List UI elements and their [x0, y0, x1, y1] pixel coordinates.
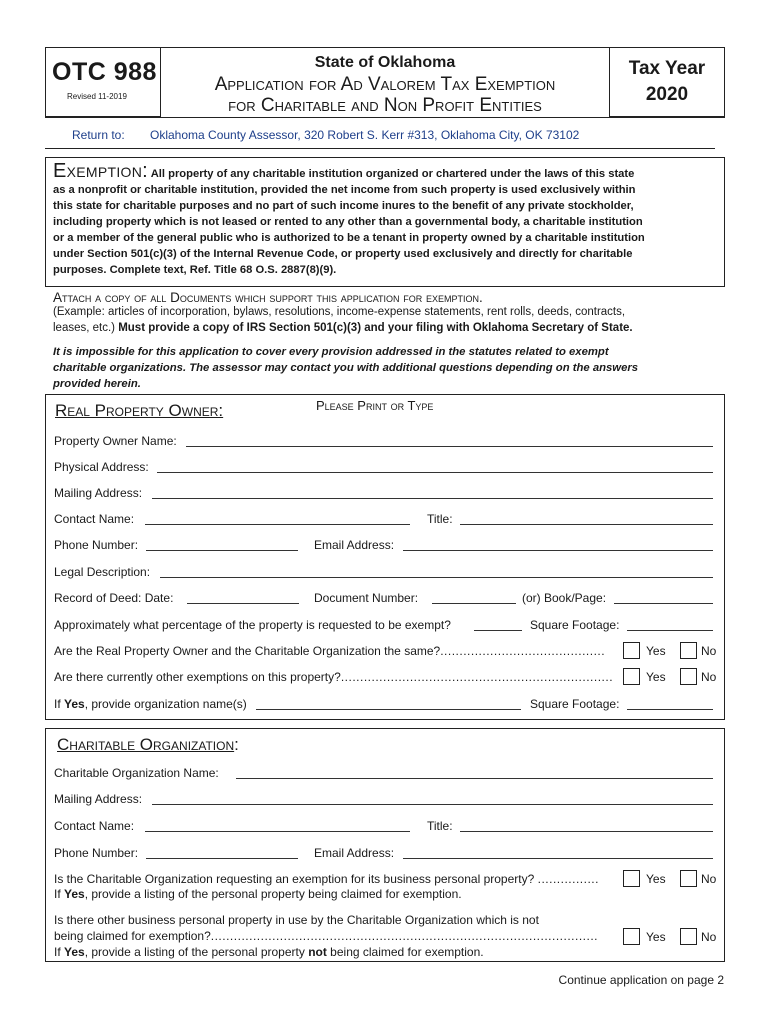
other-bpp-question-line1: Is there other business personal property in use by the Charitable Organization which is not: [54, 913, 539, 927]
exemption-text: [53, 160, 718, 278]
org-names-suffix: , provide organization name(s): [84, 697, 247, 711]
other-bpp-followup-yes: Yes: [64, 945, 85, 959]
org-title-field[interactable]: [460, 831, 713, 832]
charitable-org-title-text: Charitable Organization: [57, 735, 235, 754]
org-names-field[interactable]: [256, 709, 521, 710]
other-bpp-question-line2-text: being claimed for exemption?: [54, 929, 211, 943]
physical-address-label: Physical Address:: [54, 460, 149, 474]
book-page-field[interactable]: [614, 603, 713, 604]
org-name-field[interactable]: [236, 778, 713, 779]
owner-square-footage-field[interactable]: [627, 630, 713, 631]
other-exemptions-yes-label: Yes: [646, 670, 666, 684]
book-page-label: (or) Book/Page:: [522, 591, 607, 605]
percent-exempt-label: Approximately what percentage of the property is requested to be exempt?: [54, 618, 451, 632]
exemption-line2: as a nonprofit or charitable institution, provided the net income from such property is used exclusively within: [53, 184, 636, 196]
notice-line3: provided herein.: [53, 378, 141, 390]
document-number-field[interactable]: [432, 603, 516, 604]
other-exemptions-question-text: Are there currently other exemptions on this property?: [54, 670, 341, 684]
exemption-line4: including property which is not leased or rented to any other than a governmental body, a charitable institution: [53, 216, 643, 228]
bpp-exemption-no-checkbox[interactable]: [680, 870, 697, 887]
revised-date: Revised 11-2019: [67, 92, 127, 101]
header-rule-bottom: [45, 117, 725, 118]
same-owner-dots: ...........................................: [440, 644, 606, 658]
owner-name-field[interactable]: [186, 446, 713, 447]
org-names-prefix: If: [54, 697, 65, 711]
other-bpp-yes-checkbox[interactable]: [623, 928, 640, 945]
return-rule: [45, 148, 715, 149]
org-mailing-address-field[interactable]: [152, 804, 713, 805]
legal-description-label: Legal Description:: [54, 565, 151, 579]
same-owner-yes-label: Yes: [646, 644, 666, 658]
org-email-label: Email Address:: [314, 846, 395, 860]
attach-heading: Attach a copy of all Documents which support this application for exemption.: [53, 290, 483, 305]
other-exemptions-no-checkbox[interactable]: [680, 668, 697, 685]
charitable-org-title-colon: :: [234, 735, 239, 754]
owner-name-label: Property Owner Name:: [54, 434, 177, 448]
tax-year-label: Tax Year: [628, 58, 706, 79]
other-exemptions-no-label: No: [701, 670, 717, 684]
bpp-followup-prefix: If: [54, 887, 65, 901]
return-to-label: Return to:: [72, 128, 125, 142]
print-note: Please Print or Type: [316, 398, 434, 413]
deed-date-field[interactable]: [187, 603, 299, 604]
same-owner-no-label: No: [701, 644, 717, 658]
attach-line2-bold: Must provide a copy of IRS Section 501(c)(3) and your filing with Oklahoma Secretary of State.: [118, 322, 633, 334]
same-owner-no-checkbox[interactable]: [680, 642, 697, 659]
other-exemptions-dots: .......................................................................: [340, 670, 614, 684]
exemption-heading: Exemption:: [53, 160, 149, 182]
continue-note: Continue application on page 2: [558, 973, 724, 987]
other-bpp-followup-suffix: being claimed for exemption.: [326, 945, 484, 959]
other-bpp-no-label: No: [701, 930, 717, 944]
tax-year-value: 2020: [645, 84, 689, 105]
other-bpp-no-checkbox[interactable]: [680, 928, 697, 945]
org-contact-name-field[interactable]: [145, 831, 410, 832]
bpp-exemption-yes-label: Yes: [646, 872, 666, 886]
attach-line2-plain: leases, etc.): [53, 322, 119, 334]
org-phone-field[interactable]: [146, 858, 298, 859]
exemption-line6: under Section 501(c)(3) of the Internal Revenue Code, or property used exclusively and directly for charitable: [53, 248, 633, 260]
state-name: State of Oklahoma: [314, 54, 456, 71]
owner-email-field[interactable]: [403, 550, 713, 551]
return-to-address: Oklahoma County Assessor, 320 Robert S. Kerr #313, Oklahoma City, OK 73102: [150, 128, 580, 142]
notice-line2: charitable organizations. The assessor may contact you with additional questions depending on the answers: [53, 362, 639, 374]
exemption-line5: or a member of the general public who is authorized to be a tenant in property owned by a charitable institution: [53, 232, 645, 244]
org-names-label: [54, 697, 247, 711]
other-exemptions-question: [54, 670, 613, 684]
legal-description-field[interactable]: [160, 577, 713, 578]
header-rule-top: [45, 47, 725, 48]
same-owner-question: [54, 644, 605, 658]
bpp-followup-yes: Yes: [64, 887, 85, 901]
org-square-footage-label: Square Footage:: [530, 697, 620, 711]
org-phone-label: Phone Number:: [54, 846, 139, 860]
org-email-field[interactable]: [403, 858, 713, 859]
bpp-exemption-no-label: No: [701, 872, 717, 886]
form-title-line2: for Charitable and Non Profit Entities: [228, 95, 542, 116]
owner-phone-field[interactable]: [146, 550, 298, 551]
charitable-org-title: [57, 735, 239, 755]
owner-square-footage-label: Square Footage:: [530, 618, 620, 632]
bpp-exemption-dots: ................: [537, 872, 599, 886]
record-of-deed-label: Record of Deed: Date:: [54, 591, 174, 605]
other-bpp-dots: .....................................................................................................: [210, 929, 598, 943]
other-bpp-followup-prefix: If: [54, 945, 65, 959]
org-contact-name-label: Contact Name:: [54, 819, 135, 833]
org-mailing-address-label: Mailing Address:: [54, 792, 143, 806]
bpp-exemption-question-text: Is the Charitable Organization requesting an exemption for its business personal property?: [54, 872, 535, 886]
exemption-line7: purposes. Complete text, Ref. Title 68 O.S. 2887(8)(9).: [53, 264, 337, 276]
org-square-footage-field[interactable]: [627, 709, 713, 710]
owner-mailing-address-label: Mailing Address:: [54, 486, 143, 500]
owner-title-field[interactable]: [460, 524, 713, 525]
other-bpp-followup-not: not: [308, 945, 327, 959]
org-name-label: Charitable Organization Name:: [54, 766, 219, 780]
other-bpp-question-line2: [54, 929, 598, 943]
owner-contact-name-label: Contact Name:: [54, 512, 135, 526]
owner-phone-label: Phone Number:: [54, 538, 139, 552]
other-bpp-followup-mid: , provide a listing of the personal property: [84, 945, 309, 959]
other-bpp-followup: [54, 945, 484, 959]
attach-line2: [53, 322, 633, 334]
physical-address-field[interactable]: [157, 472, 713, 473]
org-names-yes: Yes: [64, 697, 85, 711]
other-exemptions-yes-checkbox[interactable]: [623, 668, 640, 685]
same-owner-yes-checkbox[interactable]: [623, 642, 640, 659]
notice-line1: It is impossible for this application to cover every provision addressed in the statutes related to exempt: [53, 346, 609, 358]
owner-email-label: Email Address:: [314, 538, 395, 552]
owner-title-label: Title:: [427, 512, 453, 526]
notice-text: [53, 344, 638, 392]
other-bpp-yes-label: Yes: [646, 930, 666, 944]
form-number: OTC 988: [52, 58, 157, 86]
same-owner-question-text: Are the Real Property Owner and the Charitable Organization the same?: [54, 644, 441, 658]
exemption-line3: this state for charitable purposes and no part of such income inures to the benefit of any private stockholder,: [53, 200, 634, 212]
bpp-followup-suffix: , provide a listing of the personal property being claimed for exemption.: [84, 887, 462, 901]
owner-mailing-address-field[interactable]: [152, 498, 713, 499]
bpp-exemption-followup: [54, 887, 462, 901]
form-title-line1: Application for Ad Valorem Tax Exemption: [214, 74, 556, 95]
bpp-exemption-yes-checkbox[interactable]: [623, 870, 640, 887]
bpp-exemption-question: [54, 872, 599, 886]
exemption-line1: All property of any charitable institution organized or chartered under the laws of this state: [150, 168, 635, 180]
percent-exempt-field[interactable]: [474, 630, 522, 631]
owner-contact-name-field[interactable]: [145, 524, 410, 525]
real-property-title: Real Property Owner:: [55, 401, 224, 420]
document-number-label: Document Number:: [314, 591, 419, 605]
attach-line1: (Example: articles of incorporation, bylaws, resolutions, income-expense statements, rent rolls, deeds, contracts,: [53, 306, 626, 318]
org-title-label: Title:: [427, 819, 453, 833]
